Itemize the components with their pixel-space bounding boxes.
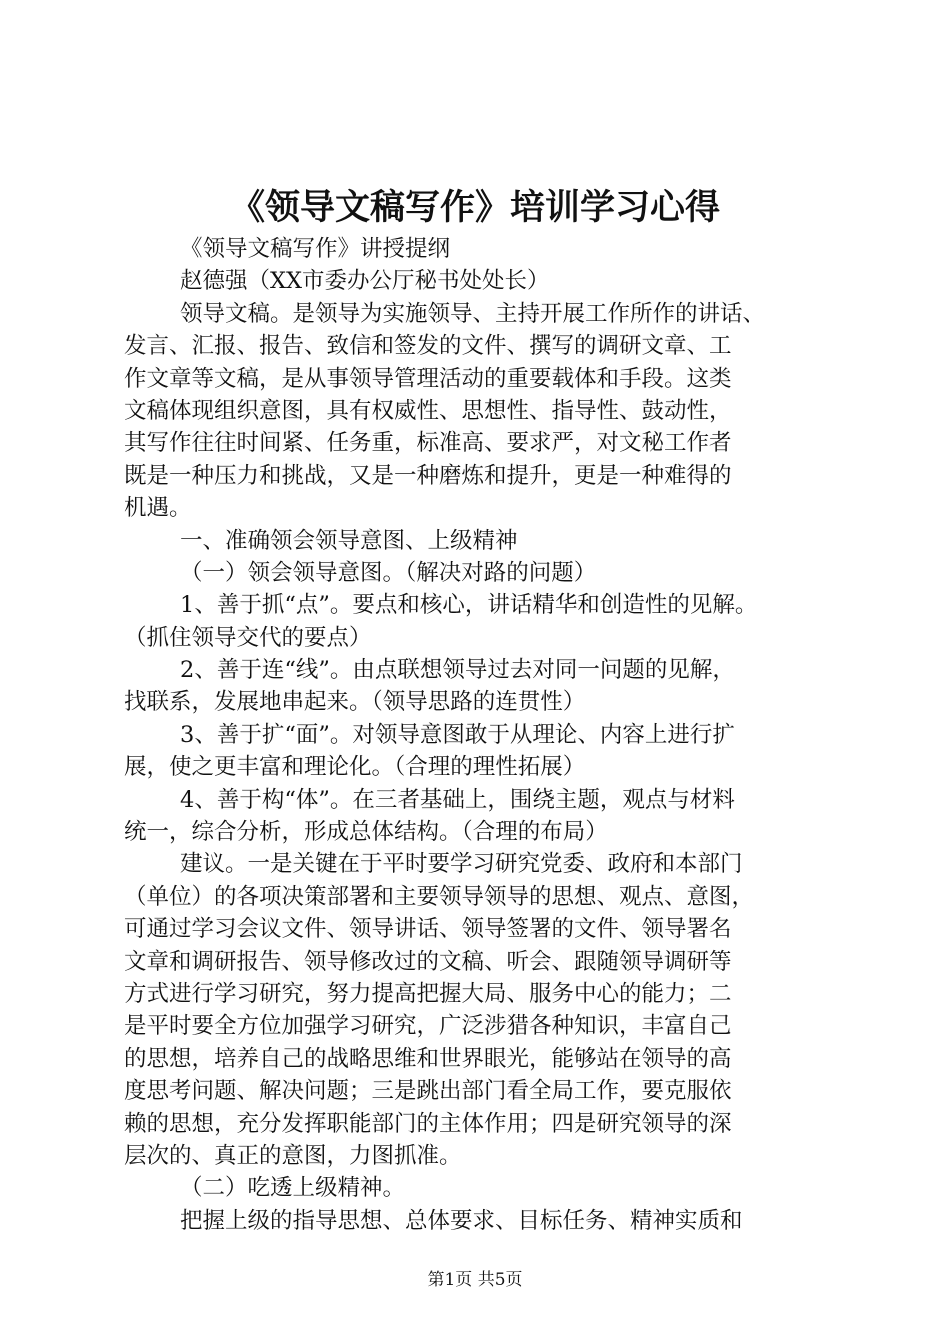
document-body bbox=[124, 233, 850, 1237]
body-line: 2、善于连“线”。由点联想领导过去对同一问题的见解， bbox=[180, 657, 735, 684]
body-line: 《领导文稿写作》讲授提纲 bbox=[180, 236, 451, 262]
body-line: 领导文稿。是领导为实施领导、主持开展工作所作的讲话、 bbox=[180, 300, 766, 327]
body-line: 其写作往往时间紧、任务重，标准高、要求严，对文秘工作者 bbox=[124, 430, 732, 457]
body-line: （二）吃透上级精神。 bbox=[180, 1175, 406, 1202]
body-line: 方式进行学习研究，努力提高把握大局、服务中心的能力；二 bbox=[124, 980, 732, 1007]
body-line: 是平时要全方位加强学习研究，广泛涉猎各种知识，丰富自己 bbox=[124, 1013, 732, 1040]
body-line: 统一，综合分析，形成总体结构。（合理的布局） bbox=[124, 819, 608, 846]
body-line: 既是一种压力和挑战，又是一种磨炼和提升，更是一种难得的 bbox=[124, 462, 732, 489]
body-line: 度思考问题、解决问题；三是跳出部门看全局工作，要克服依 bbox=[124, 1078, 732, 1105]
body-line: 找联系，发展地串起来。（领导思路的连贯性） bbox=[124, 689, 586, 716]
page-footer: 第1页 共5页 bbox=[427, 1270, 523, 1290]
body-line: 的思想，培养自己的战略思维和世界眼光，能够站在领导的高 bbox=[124, 1045, 732, 1072]
body-line: 1、善于抓“点”。要点和核心，讲话精华和创造性的见解。 bbox=[180, 592, 758, 619]
body-line: 文稿体现组织意图，具有权威性、思想性、指导性、鼓动性， bbox=[124, 397, 732, 424]
body-line: 展，使之更丰富和理论化。（合理的理性拓展） bbox=[124, 754, 586, 781]
body-line: 机遇。 bbox=[124, 495, 192, 522]
body-line: （一）领会领导意图。（解决对路的问题） bbox=[180, 559, 597, 586]
document-title: 《领导文稿写作》培训学习心得 bbox=[229, 187, 720, 228]
body-line: 文章和调研报告、领导修改过的文稿、听会、跟随领导调研等 bbox=[124, 948, 732, 975]
body-line: 4、善于构“体”。在三者基础上，围绕主题，观点与材料 bbox=[180, 786, 735, 813]
body-line: 一、准确领会领导意图、上级精神 bbox=[180, 527, 518, 554]
body-line: 赵德强（XX市委办公厅秘书处处长） bbox=[180, 268, 550, 295]
body-line: （抓住领导交代的要点） bbox=[124, 624, 372, 651]
body-line: 赖的思想，充分发挥职能部门的主体作用；四是研究领导的深 bbox=[124, 1110, 732, 1137]
body-line: 把握上级的指导思想、总体要求、目标任务、精神实质和 bbox=[180, 1207, 743, 1234]
body-line: （单位）的各项决策部署和主要领导领导的思想、观点、意图， bbox=[124, 883, 755, 910]
body-line: 3、善于扩“面”。对领导意图敢于从理论、内容上进行扩 bbox=[180, 721, 735, 748]
body-line: 建议。一是关键在于平时要学习研究党委、政府和本部门 bbox=[180, 851, 743, 878]
body-line: 层次的、真正的意图，力图抓准。 bbox=[124, 1142, 462, 1169]
body-line: 可通过学习会议文件、领导讲话、领导签署的文件、领导署名 bbox=[124, 916, 732, 943]
body-line: 发言、汇报、报告、致信和签发的文件、撰写的调研文章、工 bbox=[124, 333, 732, 360]
body-line: 作文章等文稿，是从事领导管理活动的重要载体和手段。这类 bbox=[124, 365, 732, 392]
